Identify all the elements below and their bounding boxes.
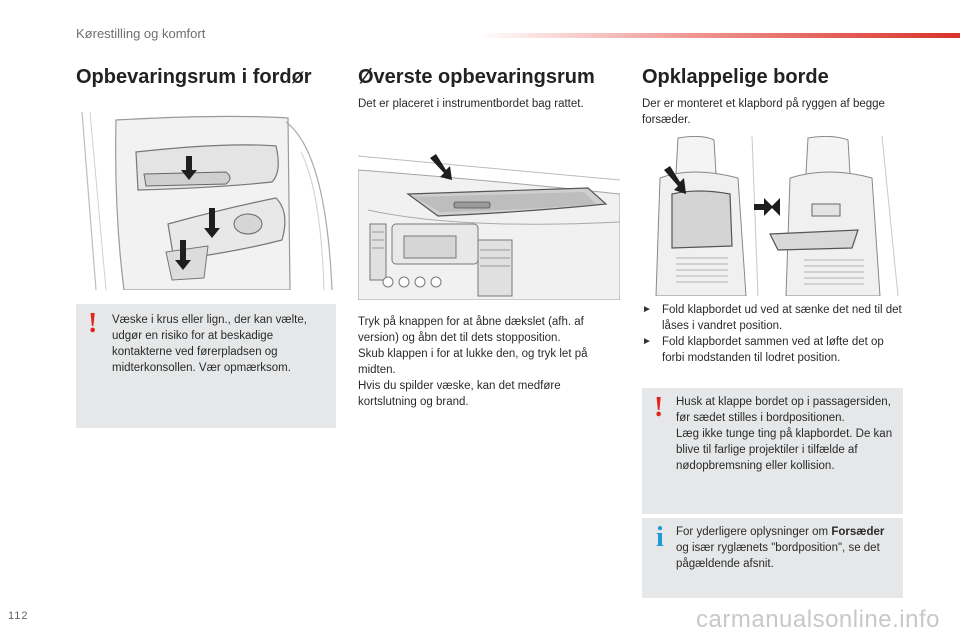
bullet-icon: ► [642, 336, 652, 347]
intro-upper-storage: Det er placeret i instrumentbordet bag rattet. [358, 98, 584, 110]
warning-box-door [76, 304, 336, 428]
watermark: carmanualsonline.info [696, 606, 940, 633]
seat-table-illustration [642, 136, 902, 296]
warning-line-heavy: Læg ikke tunge ting på klapbordet. De kan blive til farlige projektiler i tilfælde af nødopbremsning eller kollision. [676, 428, 893, 472]
dashboard-illustration [358, 150, 620, 300]
info-text: For yderligere oplysninger om Forsæder og især ryglænets "bordposition", se det pågældende afsnit. [676, 526, 885, 570]
upper-storage-body [358, 314, 620, 410]
warning-line-fold: Husk at klappe bordet op i passagersiden, før sædet stilles i bordpositionen. [676, 396, 891, 424]
body-line-close: Skub klappen i for at lukke den, og tryk let på midten. [358, 348, 588, 376]
list-item [642, 302, 907, 334]
exclamation-icon: ! [88, 308, 98, 339]
bullet-text: Fold klapbordet sammen ved at løfte det op forbi modstanden til lodret position. [662, 336, 884, 364]
header-accent-bar [478, 33, 960, 38]
body-line-spill: Hvis du spilder væske, kan det medføre kortslutning og brand. [358, 380, 561, 408]
warning-text [676, 394, 898, 474]
title-fold-tables: Opklappelige borde [642, 66, 829, 88]
warning-text: Væske i krus eller lign., der kan vælte, udgør en risiko for at beskadige kontakterne ved førerpladsen og midterkonsollen. Vær opmærksom. [112, 314, 307, 374]
exclamation-icon: ! [654, 392, 664, 423]
info-bold-term: Forsæder [831, 526, 885, 538]
bullet-icon: ► [642, 304, 652, 315]
warning-box-tables [642, 388, 903, 514]
title-door-storage: Opbevaringsrum i fordør [76, 66, 312, 88]
list-item [642, 334, 907, 366]
fold-table-instructions [642, 302, 907, 366]
info-box [642, 518, 903, 598]
info-icon: i [656, 522, 664, 553]
bullet-text: Fold klapbordet ud ved at sænke det ned til det låses i vandret position. [662, 304, 902, 332]
intro-fold-tables: Der er monteret et klapbord på ryggen af begge forsæder. [642, 98, 885, 126]
body-line-open: Tryk på knappen for at åbne dækslet (afh. af version) og åbn det til dets stopposition. [358, 316, 584, 344]
page-number: 112 [8, 610, 29, 622]
section-label: Kørestilling og komfort [76, 26, 206, 41]
door-storage-illustration [76, 112, 336, 290]
title-upper-storage: Øverste opbevaringsrum [358, 66, 595, 88]
